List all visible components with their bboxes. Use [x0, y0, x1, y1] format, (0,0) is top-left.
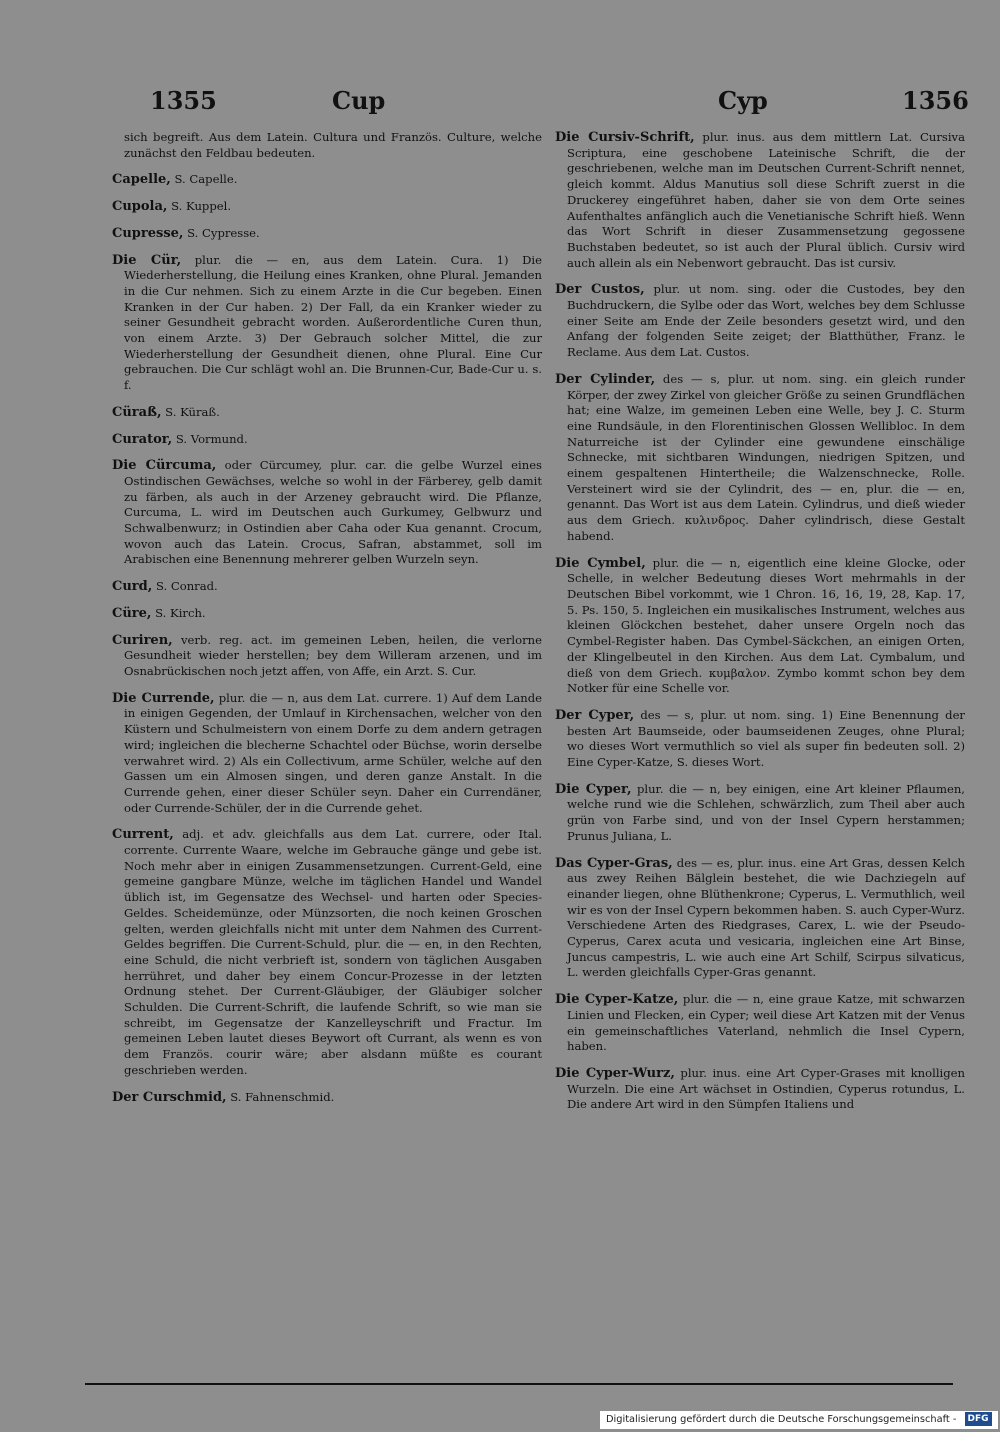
dictionary-entry [555, 856, 965, 982]
entry-text: verb. reg. act. im gemeinen Leben, heilen, die verlorne Gesundheit wieder herstellen; bey dem Willeram arzenen, und im Osnabrückischen noch jetzt affen, von Affe, ein Arzt. S. Cur. [124, 632, 542, 678]
dictionary-entry [112, 1090, 542, 1106]
dictionary-entry [555, 1066, 965, 1113]
entry-headword: Die Cymbel, [555, 555, 646, 571]
bottom-rule [85, 1383, 953, 1385]
dictionary-entry [112, 458, 542, 568]
entry-text: S. Vormund. [172, 431, 248, 446]
dictionary-entry [112, 691, 542, 817]
entry-headword: Cupola, [112, 199, 168, 215]
dictionary-entry [555, 130, 965, 271]
entry-text: plur. die — n, eine graue Katze, mit schwarzen Linien und Flecken, ein Cyper; weil diese Art Katzen mit der Venus ein gemeinschaftliches Vaterland, nehmlich die Insel Cypern, haben. [567, 992, 965, 1054]
entry-text: des — s, plur. ut nom. sing. ein gleich runder Körper, der zwey Zirkel von gleicher Größe zu seinen Grundflächen hat; eine Walze, im gemeinen Leben eine Welle, bey J. C. Sturm eine Rundsäule, in den Florentinischen Glossen Wellibloc. In dem Naturreiche ist der Cylinder eine gewundene einschälige Schnecke, mit sichtbaren Windungen, niedrigen Spitzen, und einem gespaltenen Hintertheile; die Walzenschnecke, Rolle. Versteinert wird sie der Cylindrit, des — en, plur. die — en, genannt. Das Wort ist aus dem Latein. Cylindrus, und dieß wieder aus dem Griech. κυλινδρος. Daher cylindrisch, diese Gestalt habend. [567, 371, 965, 543]
dictionary-entry [112, 606, 542, 622]
dictionary-entry [112, 405, 542, 421]
entry-text: S. Kuppel. [167, 199, 232, 214]
entry-headword: Die Currende, [112, 690, 215, 706]
right-column [555, 130, 965, 1124]
entry-text: plur. die — n, aus dem Lat. currere. 1) Auf dem Lande in einigen Gegenden, der Umlauf in Kirchensachen, welcher von den Küstern und Schulmeistern von einem Dorfe zu dem andern getragen wird; ingleichen die blecherne Schachtel oder Büchse, worin derselbe verwahret wird. 2) Als ein Collectivum, arme Schüler, welche auf den Gassen um ein Almosen singen, und deren ganze Anstalt. In die Currende gehen, einer dieser Schüler seyn. Daher ein Currendäner, oder Currende-Schüler, der in die Currende gehet. [124, 690, 542, 815]
entry-text: plur. die — n, bey einigen, eine Art kleiner Pflaumen, welche rund wie die Schlehen, schwärzlich, zum Theil aber auch grün von Farbe sind, und von der Insel Cypern herstammen; Prunus Juliana, L. [567, 781, 965, 843]
entry-headword: Cüraß, [112, 404, 162, 420]
entry-headword: Der Curschmid, [112, 1089, 227, 1105]
entry-text: S. Cypresse. [183, 225, 260, 240]
dictionary-entry [555, 708, 965, 771]
entry-text: S. Kirch. [151, 605, 206, 620]
dictionary-entry [555, 372, 965, 545]
entry-headword: Die Cyper, [555, 781, 632, 797]
entry-headword: Die Cür, [112, 252, 182, 268]
entry-headword: Die Cyper-Wurz, [555, 1065, 675, 1081]
dictionary-entry [112, 827, 542, 1078]
entry-text: S. Conrad. [152, 579, 218, 594]
entry-text: plur. ut nom. sing. oder die Custodes, bey den Buchdruckern, die Sylbe oder das Wort, welches bey dem Schlusse einer Seite am Ende der Zeile besonders gesetzt wird, und den Anfang der folgenden Seite zeiget; der Blatthüther, Franz. le Reclame. Aus dem Lat. Custos. [567, 282, 965, 360]
dictionary-entry [112, 172, 542, 188]
entry-headword: Die Cyper-Katze, [555, 992, 679, 1008]
entry-headword: Curator, [112, 431, 173, 447]
dfg-logo: DFG [965, 1412, 992, 1426]
entry-text: adj. et adv. gleichfalls aus dem Lat. currere, oder Ital. corrente. Currente Waare, welche im Gebrauche gänge und gebe ist. Noch mehr aber in einigen Zusammensetzungen. Current-Geld, eine gemeine gangbare Münze, welche im täglichen Handel und Wandel üblich ist, im Gegensatze des Wechsel- und harten oder Species-Geldes. Scheidemünze, oder Münzsorten, die noch keinen Groschen gelten, werden gleichfalls nicht mit unter dem Nahmen des Current-Geldes begriffen. Die Current-Schuld, plur. die — en, in den Rechten, eine Schuld, die nicht verbrieft ist, sondern von täglichen Ausgaben herrühret, und daher bey einem Concur-Prozesse in der letzten Ordnung stehet. Der Current-Gläubiger, der Gläubiger solcher Schulden. Die Current-Schrift, die laufende Schrift, so wie man sie schreibt, im Gegensatze der Kanzelleyschrift und Fractur. Im gemeinen Leben lautet dieses Beywort oft Currant, als wenn es von dem Französ. courir wäre; aber alsdann müßte es courant geschrieben werden. [124, 827, 542, 1077]
dictionary-entry [555, 556, 965, 697]
dictionary-entry [555, 782, 965, 845]
dictionary-entry [112, 579, 542, 595]
entry-headword: Das Cyper-Gras, [555, 855, 673, 871]
page-header [150, 86, 969, 126]
dictionary-entry [112, 432, 542, 448]
entry-text: sich begreift. Aus dem Latein. Cultura und Französ. Culture, welche zunächst den Feldbau bedeuten. [124, 130, 542, 160]
entry-text: plur. inus. eine Art Cyper-Grases mit knolligen Wurzeln. Die eine Art wächset in Ostindien, Cyperus rotundus, L. Die andere Art wird in den Sümpfen Italiens und [567, 1065, 965, 1112]
entry-headword: Die Cursiv-Schrift, [555, 130, 695, 145]
entry-headword: Der Custos, [555, 282, 645, 298]
entry-text: plur. die — en, aus dem Latein. Cura. 1) Die Wiederherstellung, die Heilung eines Kranken, ohne Plural. Jemanden in die Cur nehmen. Sich zu einem Arzte in die Cur begeben. Einen Kranken in der Cur haben. 2) Der Fall, da ein Kranker wieder zu seiner Gesundheit gebracht worden. Außerordentliche Curen thun, von einem Arzte. 3) Der Gebrauch solcher Mittel, die zur Wiederherstellung der Gesundheit dienen, ohne Plural. Eine Cur gebrauchen. Die Cur schlägt wohl an. Die Brunnen-Cur, Bade-Cur u. s. f. [124, 252, 542, 393]
entry-text: des — es, plur. inus. eine Art Gras, dessen Kelch aus zwey Reihen Bälglein bestehet, die wie Dachziegeln auf einander liegen, ohne Blüthenkrone; Cyperus, L. Vermuthlich, weil wir es von der Insel Cypern bekommen haben. S. auch Cyper-Wurz. Verschiedene Arten des Riedgrases, Carex, L. wie der Pseudo-Cyperus, Carex acuta und vesicaria, ingleichen eine Art Binse, Juncus campestris, L. wie auch eine Art Schilf, Scirpus silvaticus, L. werden gleichfalls Cyper-Gras genannt. [567, 855, 965, 980]
entry-headword: Der Cyper, [555, 707, 635, 723]
page-number-left: 1355 [150, 86, 217, 115]
entry-text: S. Küraß. [161, 404, 220, 419]
entry-headword: Cüre, [112, 605, 152, 621]
entry-headword: Die Cürcuma, [112, 458, 217, 474]
catchword-left: Cup [332, 86, 386, 115]
dictionary-entry [112, 226, 542, 242]
footer-text: Digitalisierung gefördert durch die Deutsche Forschungsgemeinschaft - [606, 1414, 957, 1425]
entry-headword: Curiren, [112, 632, 173, 648]
dictionary-entry [555, 282, 965, 361]
entry-headword: Capelle, [112, 172, 171, 188]
catchword-right: Cyp [718, 86, 768, 115]
dictionary-entry [112, 633, 542, 680]
dictionary-entry [555, 992, 965, 1055]
entry-text: S. Fahnenschmid. [226, 1089, 335, 1104]
digitization-footer [600, 1411, 998, 1429]
dictionary-entry [112, 130, 542, 161]
entry-headword: Curd, [112, 579, 153, 595]
left-column [112, 130, 542, 1116]
page-number-right: 1356 [902, 86, 969, 115]
entry-headword: Der Cylinder, [555, 371, 656, 387]
entry-text: plur. inus. aus dem mittlern Lat. Cursiva Scriptura, eine geschobene Lateinische Schrift, die der geschriebenen, welche man im Deutschen Current-Schrift nennet, gleich kommt. Aldus Manutius soll diese Schrift zuerst in die Druckerey eingeführet haben, daher sie von dem Orte seines Aufenthaltes anfänglich auch die Venetianische Schrift hieß. Wenn das Wort Schrift in dieser Zusammensetzung gegossene Buchstaben bedeutet, so ist auch der Plural üblich. Cursiv wird auch allein als ein Nebenwort gebraucht. Das ist cursiv. [567, 130, 966, 270]
entry-headword: Current, [112, 827, 174, 843]
entry-text: S. Capelle. [170, 172, 238, 187]
entry-headword: Cupresse, [112, 225, 184, 241]
entry-text: des — s, plur. ut nom. sing. 1) Eine Benennung der besten Art Baumseide, oder baumseidenen Zeuges, ohne Plural; wo dieses Wort vermuthlich so viel als super fin bedeuten soll. 2) Eine Cyper-Katze, S. dieses Wort. [567, 707, 965, 770]
dictionary-entry [112, 253, 542, 394]
dictionary-entry [112, 199, 542, 215]
entry-text: plur. die — n, eigentlich eine kleine Glocke, oder Schelle, in welcher Bedeutung dieses Wort mehrmahls in der Deutschen Bibel vorkommt, wie 1 Chron. 16, 16, 19, 28, Kap. 17, 5. Ps. 150, 5. Ingleichen ein musikalisches Instrument, welches aus kleinen Glöckchen bestehet, daher unsere Orgeln noch das Cymbel-Register haben. Das Cymbel-Säckchen, an einigen Orten, der Klingelbeutel in den Kirchen. Aus dem Lat. Cymbalum, und dieß von dem Griech. κυμβαλον. Zymbo kommt schon bey dem Notker für eine Schelle vor. [567, 555, 965, 696]
entry-text: oder Cürcumey, plur. car. die gelbe Wurzel eines Ostindischen Gewächses, welche so wohl in der Färberey, gelb damit zu färben, als auch in der Arzeney gebraucht wird. Die Pflanze, Curcuma, L. wird im Deutschen auch Gurkumey, Gelbwurz und Schwalbenwurz; in Ostindien aber Caha oder Kua genannt. Crocum, wovon auch das Latein. Crocus, Safran, abstammet, soll im Arabischen eine Benennung mehrerer gelben Wurzeln seyn. [124, 458, 543, 567]
